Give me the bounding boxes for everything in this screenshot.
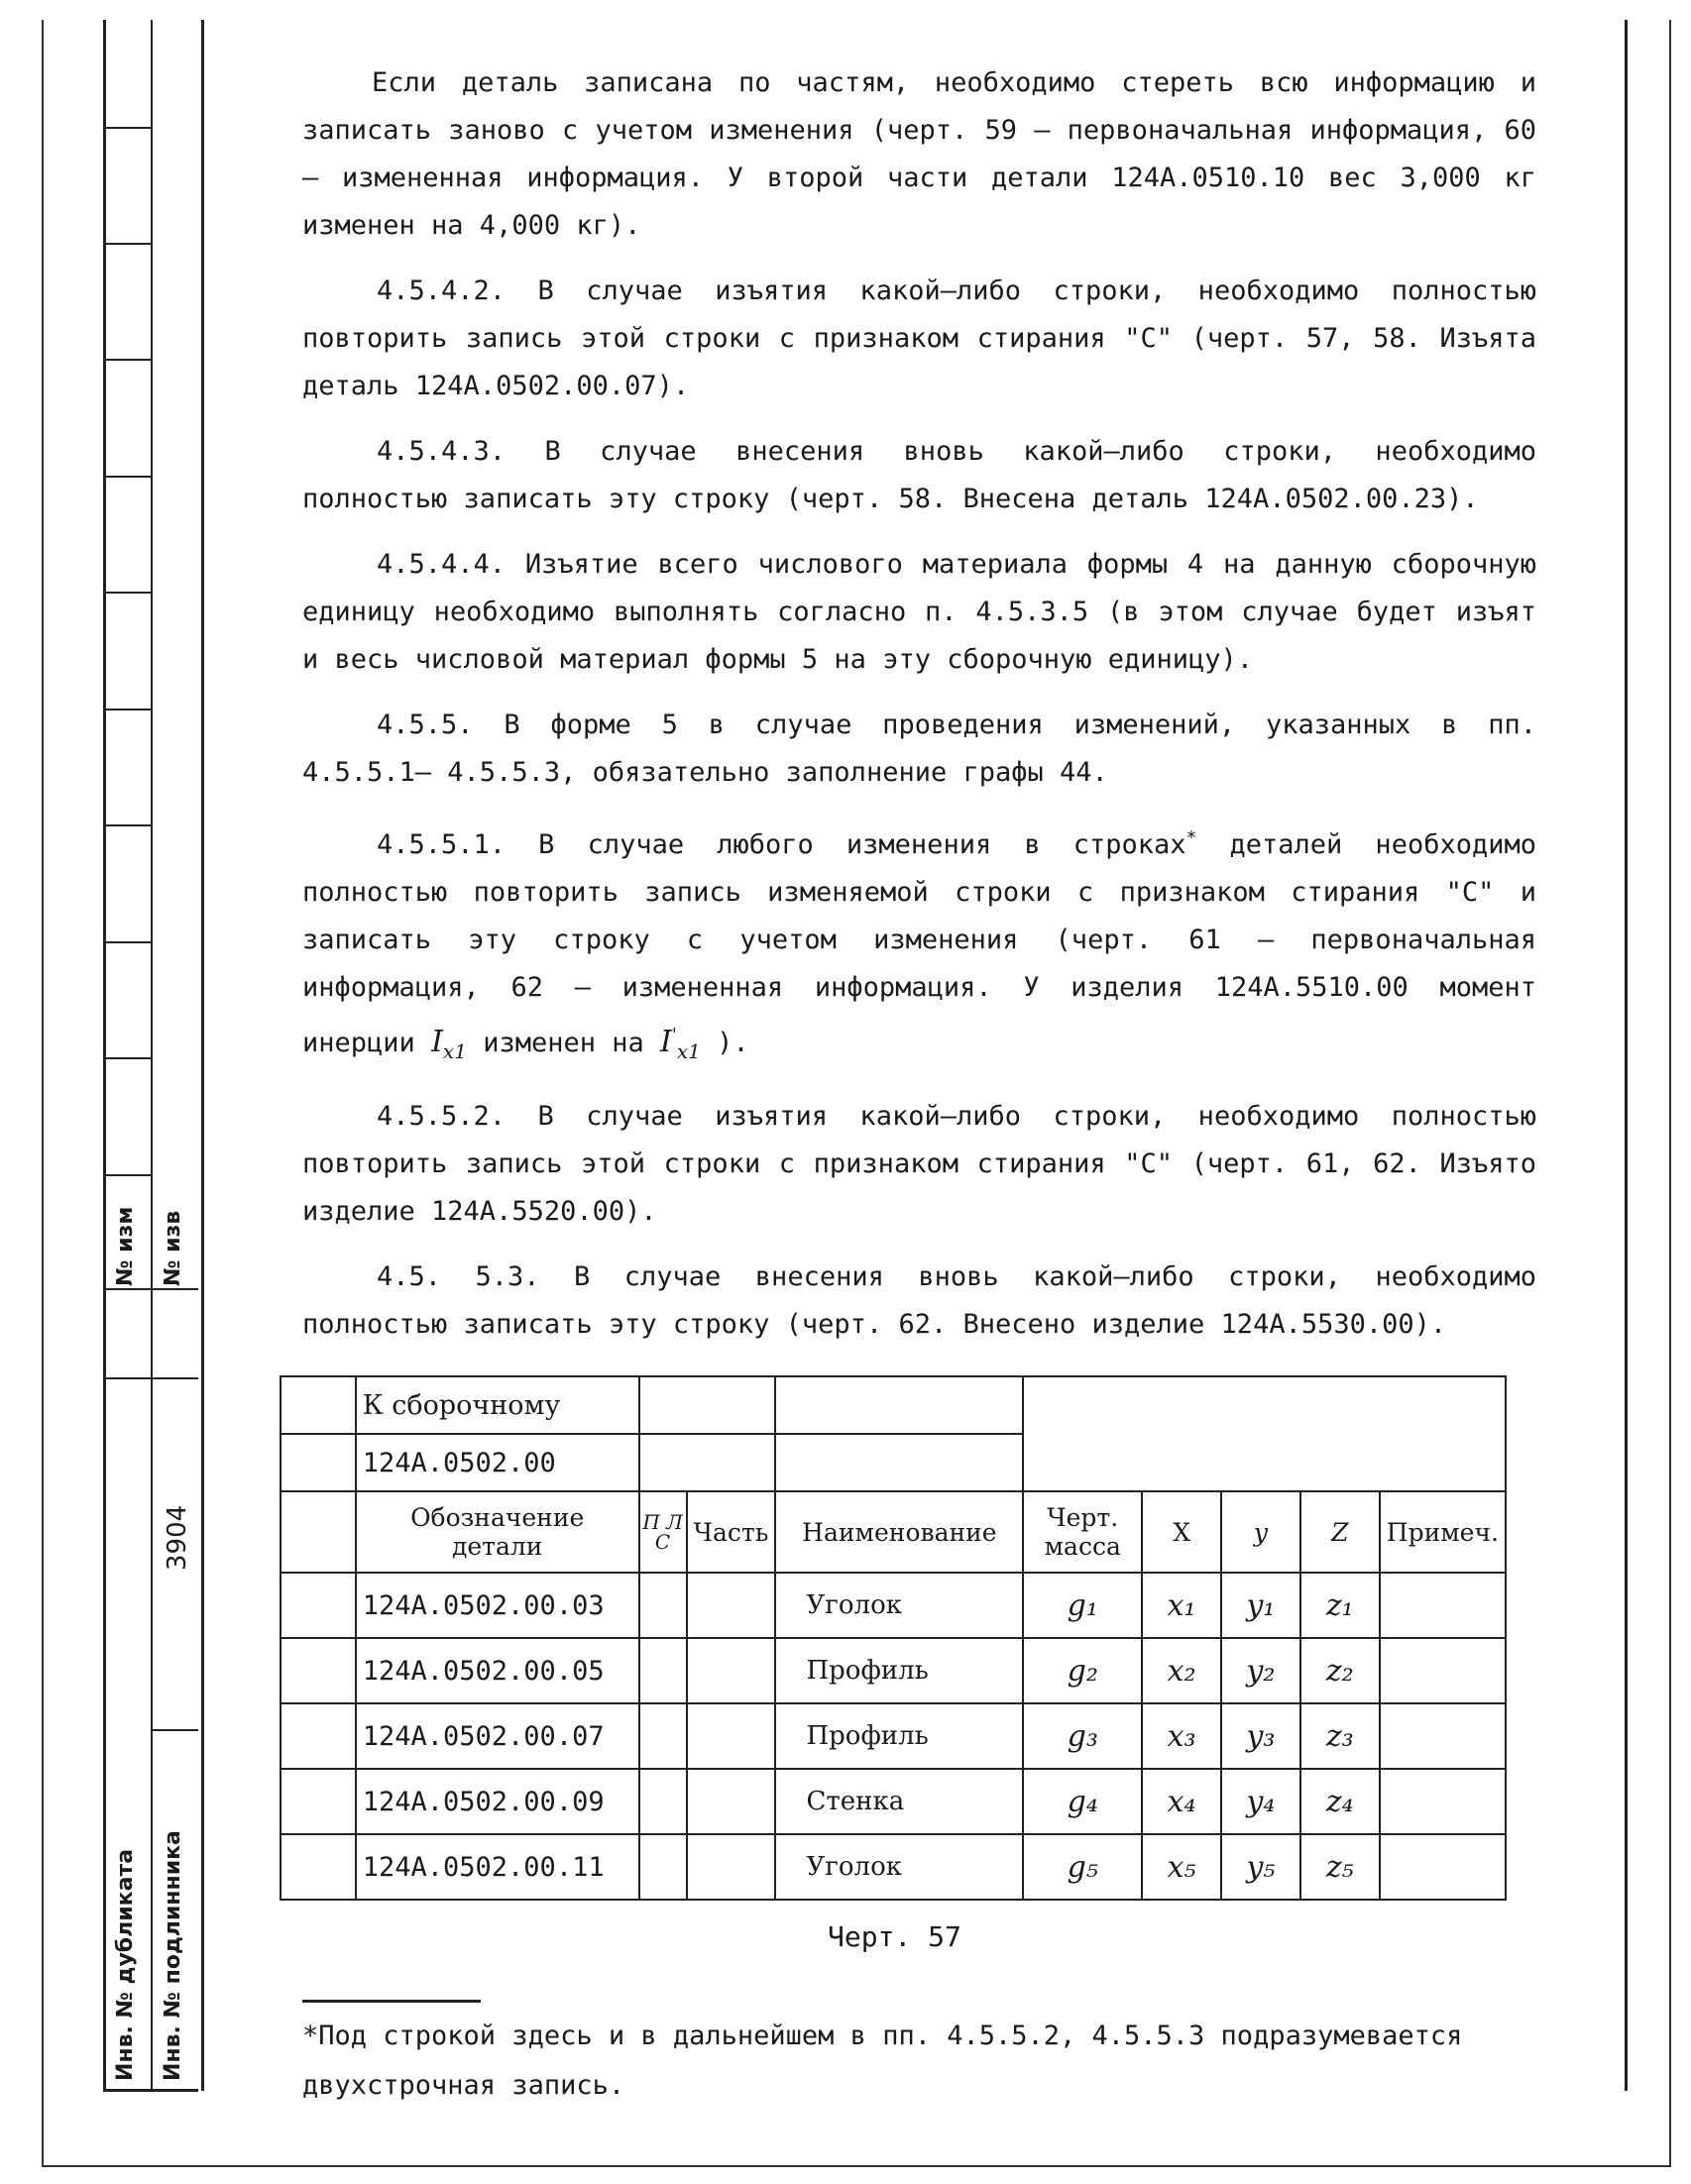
paragraph: 4.5.4.4. Изъятие всего числового материала формы 4 на данную сборочную единицу необходимо выполнять согласно п. 4.5.3.5 (в этом случае будет изъят и весь числовой материал формы 5 на эту сборочную единицу).	[302, 549, 1536, 675]
cell-mass: g₄	[1023, 1769, 1142, 1834]
cell-z: z₅	[1300, 1834, 1380, 1900]
cell-x: x₄	[1142, 1769, 1221, 1834]
footnote: *Под строкой здесь и в дальнейшем в пп. 4.5.5.2, 4.5.5.3 подразумевается двухстрочная запись.	[302, 2020, 1463, 2101]
cell-mass: g₃	[1023, 1703, 1142, 1769]
cell-mass: g₂	[1023, 1638, 1142, 1703]
header-designation: Обозначение детали	[356, 1491, 639, 1573]
cell-y: y₄	[1221, 1769, 1300, 1834]
cell-mass: g₅	[1023, 1834, 1142, 1900]
paragraph: Если деталь записана по частям, необходимо стереть всю информацию и записать заново с учетом изменения (черт. 59 – первоначальная информация, 60 – измененная информация. У второй части детали 124А.0510.10 вес 3,000 кг изменен на 4,000 кг).	[302, 67, 1536, 241]
margin-label-izv: № изв	[161, 1210, 185, 1286]
cell-mass: g₁	[1023, 1573, 1142, 1638]
cell-x: x₂	[1142, 1638, 1221, 1703]
cell-designation: 124А.0502.00.07	[356, 1703, 639, 1769]
cell-name: Стенка	[775, 1769, 1023, 1834]
margin-tick	[103, 941, 151, 943]
footnote-rule	[302, 2000, 481, 2003]
right-frame-line	[1625, 20, 1628, 2091]
margin-tick	[103, 709, 151, 710]
cell-designation: 124А.0502.00.03	[356, 1573, 639, 1638]
margin-tick	[103, 243, 151, 245]
header-part: Часть	[687, 1491, 776, 1573]
inertia-symbol-changed: $I'_{x1}$	[660, 1025, 701, 1063]
paragraph-text: ).	[717, 1028, 749, 1058]
header-y: y	[1221, 1491, 1300, 1573]
cell-y: y₂	[1221, 1638, 1300, 1703]
drawing-57-table	[280, 1375, 1507, 1901]
margin-strip-divider	[151, 20, 153, 2091]
cell-name: Уголок	[775, 1834, 1023, 1900]
header-note: Примеч.	[1380, 1491, 1506, 1573]
paragraph-text: деталей необходимо полностью повторить запись изменяемой строки с признаком стирания "С" и записать эту строку с учетом изменения (черт. 61 – первоначальная информация, 62 – измененная информация. У изделия 124А.5510.00 момент инерции	[302, 829, 1536, 1058]
margin-tick	[103, 1174, 151, 1176]
margin-tick	[103, 1288, 198, 1290]
margin-label-inv-podl: Инв. № подлинника	[161, 1830, 185, 2081]
header-z: Z	[1300, 1491, 1380, 1573]
body-text	[302, 59, 1536, 1366]
margin-inv-number: 3904	[163, 1504, 192, 1571]
margin-strip-bottom	[103, 2089, 198, 2092]
footnote-marker: *	[1185, 827, 1197, 848]
inertia-symbol: $I_{x1}$	[431, 1025, 467, 1063]
cell-z: z₂	[1300, 1638, 1380, 1703]
margin-tick	[103, 1057, 151, 1059]
cell-designation: 124А.0502.00.09	[356, 1769, 639, 1834]
table-header	[281, 1491, 1506, 1573]
header-x: X	[1142, 1491, 1221, 1573]
table-row	[281, 1573, 1506, 1638]
cell-x: x₅	[1142, 1834, 1221, 1900]
paragraph-4551	[302, 815, 1536, 1075]
margin-tick	[103, 359, 151, 361]
header-pls: П Л С	[639, 1491, 687, 1573]
cell-y: y₁	[1221, 1573, 1300, 1638]
margin-tick	[103, 1377, 198, 1379]
paragraph-text: 4.5.5.1. В случае любого изменения в строках	[377, 829, 1186, 860]
cell-x: x₃	[1142, 1703, 1221, 1769]
margin-tick	[103, 476, 151, 478]
paragraph: 4.5.4.2. В случае изъятия какой–либо строки, необходимо полностью повторить запись этой строки с признаком стирания "С" (черт. 57, 58. Изъята деталь 124А.0502.00.07).	[302, 275, 1536, 401]
cell-y: y₃	[1221, 1703, 1300, 1769]
header-name: Наименование	[775, 1491, 1023, 1573]
cell-x: x₁	[1142, 1573, 1221, 1638]
assembly-label: К сборочному	[356, 1376, 639, 1434]
assembly-designation: 124А.0502.00	[356, 1434, 639, 1491]
table-row	[281, 1638, 1506, 1703]
paragraph-text: изменен на	[483, 1028, 644, 1058]
margin-tick	[151, 1729, 198, 1731]
assembly-row	[281, 1376, 1506, 1434]
paragraph: 4.5. 5.3. В случае внесения вновь какой–либо строки, необходимо полностью записать эту строку (черт. 62. Внесено изделие 124А.5530.00).	[302, 1261, 1536, 1340]
paragraph: 4.5.4.3. В случае внесения вновь какой–либо строки, необходимо полностью записать эту строку (черт. 58. Внесена деталь 124А.0502.00.23).	[302, 436, 1536, 514]
margin-tick	[103, 127, 151, 129]
figure-caption: Черт. 57	[828, 1920, 961, 1953]
header-mass: Черт. масса	[1023, 1491, 1142, 1573]
cell-designation: 124А.0502.00.11	[356, 1834, 639, 1900]
margin-label-izm: № изм	[113, 1206, 138, 1286]
paragraph: 4.5.5. В форме 5 в случае проведения изменений, указанных в пп. 4.5.5.1– 4.5.5.3, обязательно заполнение графы 44.	[302, 710, 1536, 788]
paragraph: 4.5.5.2. В случае изъятия какой–либо строки, необходимо полностью повторить запись этой строки с признаком стирания "С" (черт. 61, 62. Изъято изделие 124А.5520.00).	[302, 1101, 1536, 1227]
margin-strip	[103, 20, 204, 2091]
cell-name: Уголок	[775, 1573, 1023, 1638]
cell-z: z₄	[1300, 1769, 1380, 1834]
table-row	[281, 1834, 1506, 1900]
margin-tick	[103, 592, 151, 594]
cell-y: y₅	[1221, 1834, 1300, 1900]
cell-name: Профиль	[775, 1638, 1023, 1703]
table-row	[281, 1703, 1506, 1769]
cell-z: z₃	[1300, 1703, 1380, 1769]
cell-z: z₁	[1300, 1573, 1380, 1638]
cell-designation: 124А.0502.00.05	[356, 1638, 639, 1703]
table-row	[281, 1769, 1506, 1834]
cell-name: Профиль	[775, 1703, 1023, 1769]
margin-tick	[103, 824, 151, 826]
margin-label-inv-dubl: Инв. № дубликата	[113, 1848, 138, 2081]
